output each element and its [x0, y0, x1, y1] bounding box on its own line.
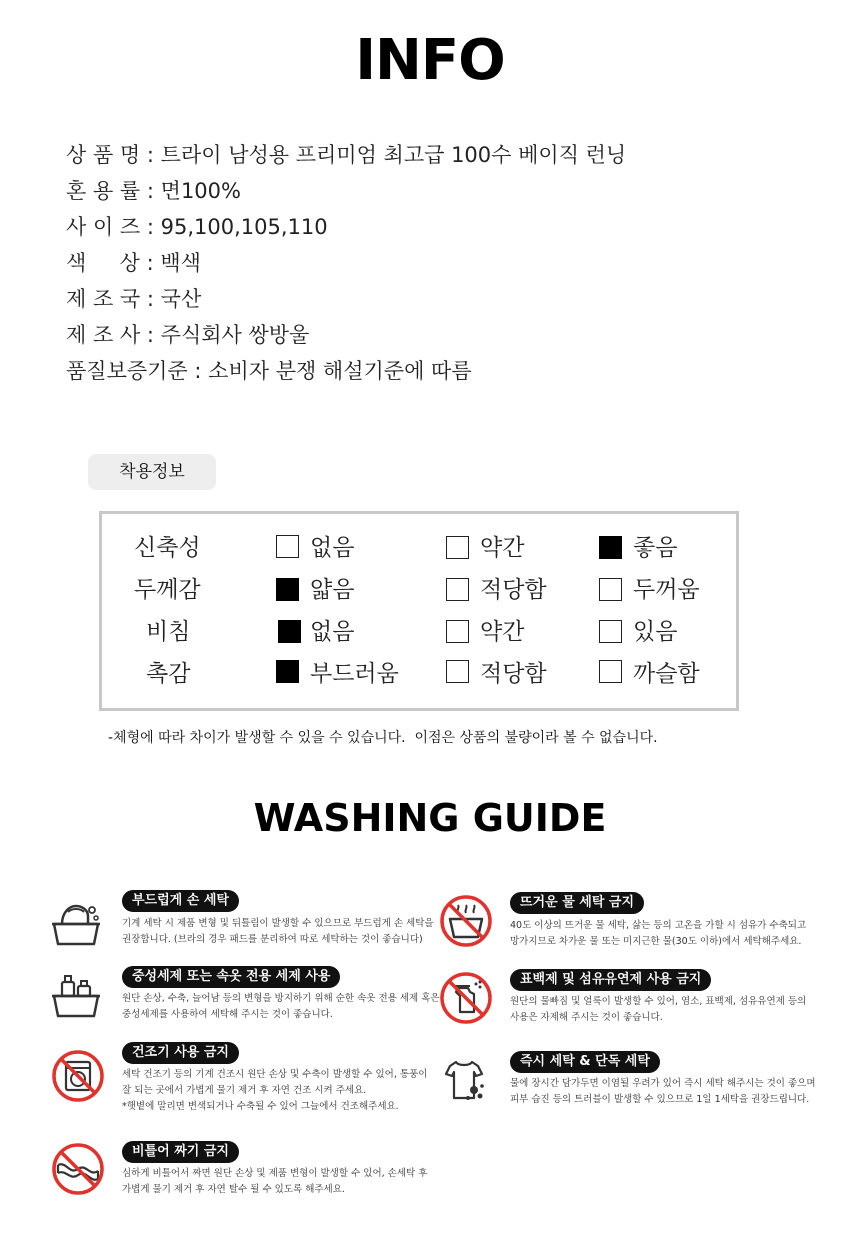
- checkbox-stretch-slight: [446, 536, 469, 559]
- guide-title: 즉시 세탁 & 단독 세탁: [510, 1051, 660, 1073]
- spec-label: 제 조 국: [66, 287, 141, 311]
- guide-title: 건조기 사용 금지: [122, 1042, 239, 1064]
- guide-desc: [122, 991, 440, 1023]
- guide-desc: [122, 1166, 427, 1198]
- checkbox-touch-medium: [446, 660, 469, 683]
- spec-row-color: 색 상 : 백색: [66, 251, 201, 275]
- option-label: 좋음: [633, 535, 678, 561]
- spec-row-size: 사 이 즈 : 95,100,105,110: [66, 215, 328, 239]
- guide-desc-line: 기계 세탁 시 제품 변형 및 뒤틀림이 발생할 수 있으므로 부드럽게 손 세탁을: [122, 918, 434, 929]
- option-label: 두꺼움: [633, 577, 700, 603]
- option-label: 있음: [633, 619, 678, 645]
- option-label: 부드러움: [310, 661, 399, 687]
- spec-row-maker: 제 조 사 : 주식회사 쌍방울: [66, 323, 310, 347]
- spec-row-name: 상 품 명 : 트라이 남성용 프리미엄 최고급 100수 베이직 런닝: [66, 143, 627, 167]
- checkbox-thickness-medium: [446, 578, 469, 601]
- spec-value: 면100%: [160, 179, 241, 203]
- spec-value: 트라이 남성용 프리미엄 최고급 100수 베이직 런닝: [160, 143, 627, 167]
- spec-label: 색 상: [66, 251, 140, 275]
- spec-label: 혼 용 률: [66, 179, 141, 203]
- guide-desc: [122, 1067, 427, 1115]
- guide-desc-line: 세탁 건조기 등의 기계 건조시 원단 손상 및 수축이 발생할 수 있어, 통풍이: [122, 1069, 428, 1080]
- checkbox-thickness-thick: [599, 578, 622, 601]
- wash-immediately-icon: [438, 1052, 494, 1108]
- checkbox-sheer-yes: [599, 620, 622, 643]
- guide-desc-line: 사용은 자제해 주시는 것이 좋습니다.: [510, 1012, 663, 1023]
- guide-desc-line: 잘 되는 곳에서 가볍게 물기 제거 후 자연 건조 시켜 주세요.: [122, 1085, 367, 1096]
- checkbox-sheer-none: [278, 620, 301, 643]
- guide-desc: [510, 1076, 816, 1108]
- guide-desc-line: *햇볕에 말리면 변색되거나 수축될 수 있어 그늘에서 건조해주세요.: [122, 1101, 399, 1112]
- guide-desc-line: 40도 이상의 뜨거운 물 세탁, 삶는 등의 고온을 가할 시 섬유가 수축되고: [510, 920, 807, 931]
- option-label: 없음: [310, 535, 355, 561]
- checkbox-stretch-good: [599, 536, 622, 559]
- attribute-name: 비침: [146, 619, 191, 645]
- guide-desc-line: 물에 장시간 담가두면 이염될 우려가 있어 즉시 세탁 해주시는 것이 좋으며: [510, 1078, 816, 1089]
- spec-row-material: 혼 용 률 : 면100%: [66, 179, 241, 203]
- spec-value: 소비자 분쟁 해설기준에 따름: [208, 359, 472, 383]
- washing-guide-title: WASHING GUIDE: [253, 796, 607, 840]
- wearing-info-tab: 착용정보: [88, 454, 216, 490]
- guide-desc-line: 원단 손상, 수축, 늘어남 등의 변형을 방지하기 위해 순한 속옷 전용 세제 혹은: [122, 993, 440, 1004]
- guide-desc-line: 망가지므로 차가운 물 또는 미지근한 물(30도 이하)에서 세탁해주세요.: [510, 936, 802, 947]
- no-hot-water-icon: [438, 893, 494, 949]
- spec-row-country: 제 조 국 : 국산: [66, 287, 202, 311]
- spec-label: 사 이 즈: [66, 215, 141, 239]
- option-label: 까슬함: [633, 661, 700, 687]
- checkbox-thickness-thin: [276, 578, 299, 601]
- spec-label: 상 품 명: [66, 143, 141, 167]
- checkbox-sheer-slight: [446, 620, 469, 643]
- attribute-name: 촉감: [146, 661, 191, 687]
- spec-value: 백색: [160, 251, 201, 275]
- checkbox-touch-soft: [276, 660, 299, 683]
- no-bleach-icon: [438, 970, 494, 1026]
- checkbox-touch-rough: [599, 660, 622, 683]
- guide-desc: [122, 916, 434, 948]
- no-wring-icon: [50, 1141, 106, 1197]
- spec-value: 국산: [160, 287, 202, 311]
- attribute-name: 신축성: [134, 535, 201, 561]
- disclaimer-note: -체형에 따라 차이가 발생할 수 있을 수 있습니다. 이점은 상품의 불량이라 볼 수 없습니다.: [108, 730, 658, 746]
- spec-row-warranty: 품질보증기준 : 소비자 분쟁 해설기준에 따름: [66, 359, 472, 383]
- guide-desc: [510, 918, 806, 950]
- spec-label: 품질보증기준: [66, 359, 188, 383]
- option-label: 없음: [310, 619, 355, 645]
- option-label: 약간: [480, 619, 525, 645]
- guide-title: 표백제 및 섬유유연제 사용 금지: [510, 969, 711, 991]
- wearing-info-table: [99, 511, 739, 711]
- guide-title: 뜨거운 물 세탁 금지: [510, 892, 644, 914]
- guide-desc: [510, 994, 806, 1026]
- guide-desc-line: 가볍게 물기 제거 후 자연 탈수 될 수 있도록 해주세요.: [122, 1184, 345, 1195]
- hand-wash-icon: [48, 894, 104, 950]
- guide-desc-line: 중성세제를 사용하여 세탁해 주시는 것이 좋습니다.: [122, 1009, 333, 1020]
- option-label: 얇음: [310, 577, 355, 603]
- option-label: 약간: [480, 535, 525, 561]
- spec-value: 주식회사 쌍방울: [160, 323, 310, 347]
- guide-title: 부드럽게 손 세탁: [122, 890, 239, 912]
- info-title: INFO: [355, 28, 505, 93]
- attribute-name: 두께감: [134, 577, 201, 603]
- guide-desc-line: 원단의 물빠짐 및 얼룩이 발생할 수 있어, 염소, 표백제, 섬유유연제 등의: [510, 996, 807, 1007]
- checkbox-stretch-none: [276, 535, 299, 558]
- option-label: 적당함: [480, 661, 547, 687]
- no-dryer-icon: [50, 1048, 106, 1104]
- detergent-icon: [48, 966, 104, 1022]
- guide-desc-line: 심하게 비틀어서 짜면 원단 손상 및 제품 변형이 발생할 수 있어, 손세탁 후: [122, 1168, 428, 1179]
- spec-value: 95,100,105,110: [160, 215, 328, 239]
- spec-label: 제 조 사: [66, 323, 141, 347]
- option-label: 적당함: [480, 577, 547, 603]
- guide-desc-line: 권장합니다. (브라의 경우 패드를 분리하여 따로 세탁하는 것이 좋습니다): [122, 934, 423, 945]
- guide-title: 비틀어 짜기 금지: [122, 1141, 239, 1163]
- guide-desc-line: 피부 습진 등의 트러블이 발생할 수 있으므로 1일 1세탁을 권장드립니다.: [510, 1094, 810, 1105]
- guide-title: 중성세제 또는 속옷 전용 세제 사용: [122, 966, 340, 988]
